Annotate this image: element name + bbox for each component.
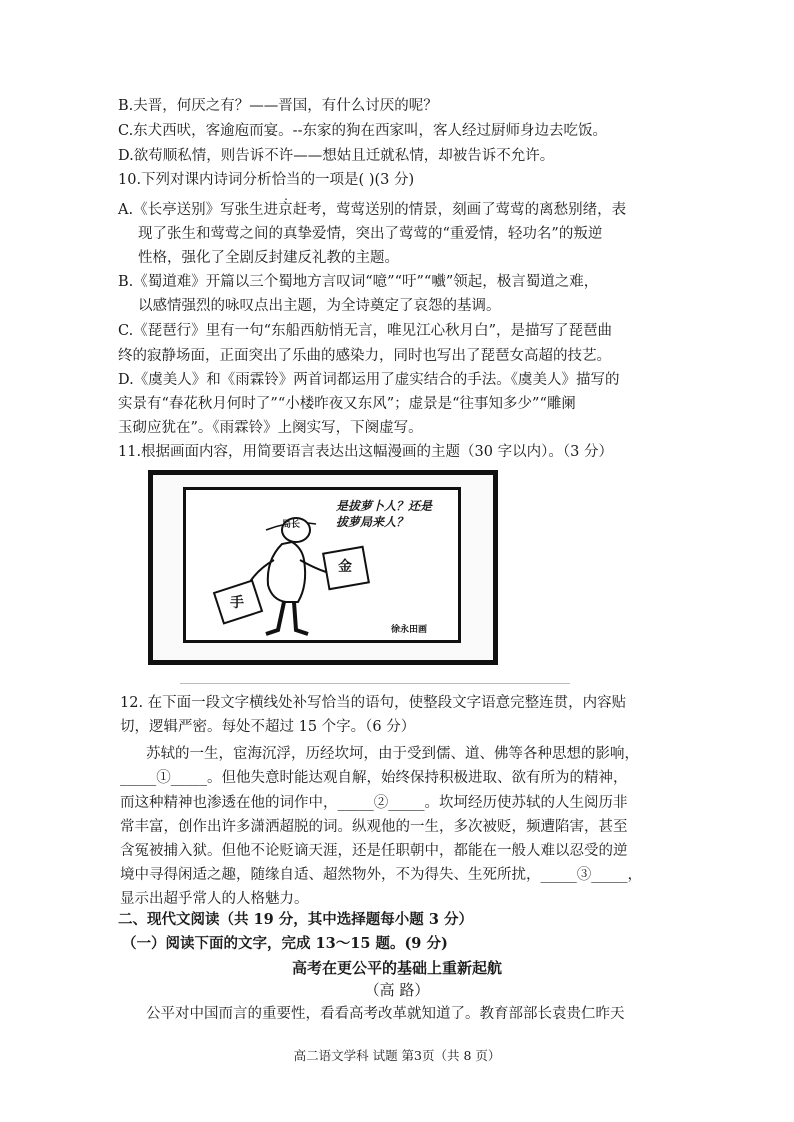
q12-passage-line4: 常丰富，创作出许多潇洒超脱的词。纵观他的一生，多次被贬，频遭陷害，甚至 bbox=[120, 819, 628, 835]
cartoon-frame bbox=[148, 470, 498, 665]
q10-option-b-line1: B.《蜀道难》开篇以三个蜀地方言叹词“噫”“吁”“嚱”领起，极言蜀道之难， bbox=[118, 274, 599, 290]
cartoon-caption: 是拔萝卜人？还是 拔萝局来人？ bbox=[336, 499, 433, 529]
q10-option-a-line2: 现了张生和莺莺之间的真挚爱情，突出了莺莺的“重爱情，轻功名”的叛逆 bbox=[138, 226, 603, 242]
q10-option-a-line1: A.《长亭送别》写张生进京赶考，莺莺送别的情景，刻画了莺莺的离愁别绪，表 bbox=[118, 202, 627, 218]
article-first-line: 公平对中国而言的重要性，看看高考改革就知道了。教育部部长袁贵仁昨天 bbox=[146, 1006, 625, 1022]
section2-title: 二、现代文阅读（共 19 分，其中选择题每小题 3 分） bbox=[118, 911, 473, 928]
q10-stem-emphasis: 恰当 bbox=[271, 172, 301, 188]
q11-stem: 11.根据画面内容，用简要语言表达出这幅漫画的主题（30 字以内）。（3 分） bbox=[118, 444, 613, 460]
q12-stem-line1: 12. 在下面一段文字横线处补写恰当的语句，使整段文字语意完整连贯，内容贴 bbox=[120, 695, 627, 711]
q10-option-d-line3: 玉砌应犹在”。《雨霖铃》上阕实写，下阕虚写。 bbox=[118, 420, 423, 436]
cartoon-card-right: 金 bbox=[338, 559, 352, 575]
q12-passage-line5: 含冤被捕入狱。但他不论贬谪天涯，还是任职朝中，都能在一般人难以忍受的逆 bbox=[120, 843, 628, 859]
article-title: 高考在更公平的基础上重新起航 bbox=[291, 959, 502, 977]
q10-stem bbox=[118, 170, 414, 190]
q10-option-b-line2: 以感情强烈的咏叹点出主题，为全诗奠定了哀怨的基调。 bbox=[138, 298, 501, 314]
q9-option-c: C.东犬西吠，客逾庖而宴。--东家的狗在西家叫，客人经过厨师身边去吃饭。 bbox=[118, 123, 607, 139]
section2-subtitle: （一）阅读下面的文字，完成 13～15 题。(9 分) bbox=[122, 935, 448, 952]
cartoon-card-left: 手 bbox=[230, 595, 244, 611]
q12-passage-line3: 而这种精神也渗透在他的词作中，_____②_____。坎坷经历使苏轼的人生阅历非 bbox=[120, 795, 628, 811]
q12-passage-line7: 显示出超乎常人的人格魅力。 bbox=[120, 891, 309, 907]
q10-option-a-line3: 性格，强化了全剧反封建反礼教的主题。 bbox=[138, 250, 399, 266]
q9-option-d: D.欲苟顺私情，则告诉不许——想姑且迁就私情，却被告诉不允许。 bbox=[118, 148, 555, 164]
cartoon-badge: 局长 bbox=[282, 520, 301, 530]
q10-stem-part2: 的一项是( )(3 分) bbox=[300, 172, 415, 188]
cartoon-signature: 徐永田画 bbox=[391, 625, 428, 635]
q10-stem-part1: 10.下列对课内诗词分析 bbox=[118, 172, 272, 188]
q10-option-d-line2: 实景有“春花秋月何时了”“小楼昨夜又东风”；虚景是“往事知多少”“雕阑 bbox=[118, 396, 576, 412]
q12-passage-line6: 境中寻得闲适之趣，随缘自适、超然物外，不为得失、生死所扰，_____③_____， bbox=[120, 867, 642, 883]
q12-passage-line1: 苏轼的一生，宦海沉浮，历经坎坷，由于受到儒、道、佛等各种思想的影响， bbox=[146, 746, 639, 762]
q12-stem-line2: 切，逻辑严密。每处不超过 15 个字。（6 分） bbox=[120, 719, 416, 735]
page-footer: 高二语文学科 试题 第3页（共 8 页） bbox=[293, 1048, 501, 1063]
cartoon-image bbox=[183, 487, 461, 643]
q10-option-d-line1: D.《虞美人》和《雨霖铃》两首词都运用了虚实结合的手法。《虞美人》描写的 bbox=[118, 372, 620, 388]
q10-option-c-line2: 终的寂静场面，正面突出了乐曲的感染力，同时也写出了琵琶女高超的技艺。 bbox=[118, 348, 611, 364]
q9-option-b: B.夫晋，何厌之有？——晋国，有什么讨厌的呢？ bbox=[118, 98, 438, 114]
divider-line bbox=[180, 683, 570, 684]
article-author: （高 路） bbox=[364, 981, 430, 999]
q10-option-c-line1: C.《琵琶行》里有一句“东船西舫悄无言，唯见江心秋月白”，是描写了琵琶曲 bbox=[118, 323, 613, 339]
q12-passage-line2: _____①_____。但他失意时能达观自解，始终保持积极进取、欲有所为的精神， bbox=[120, 770, 628, 786]
